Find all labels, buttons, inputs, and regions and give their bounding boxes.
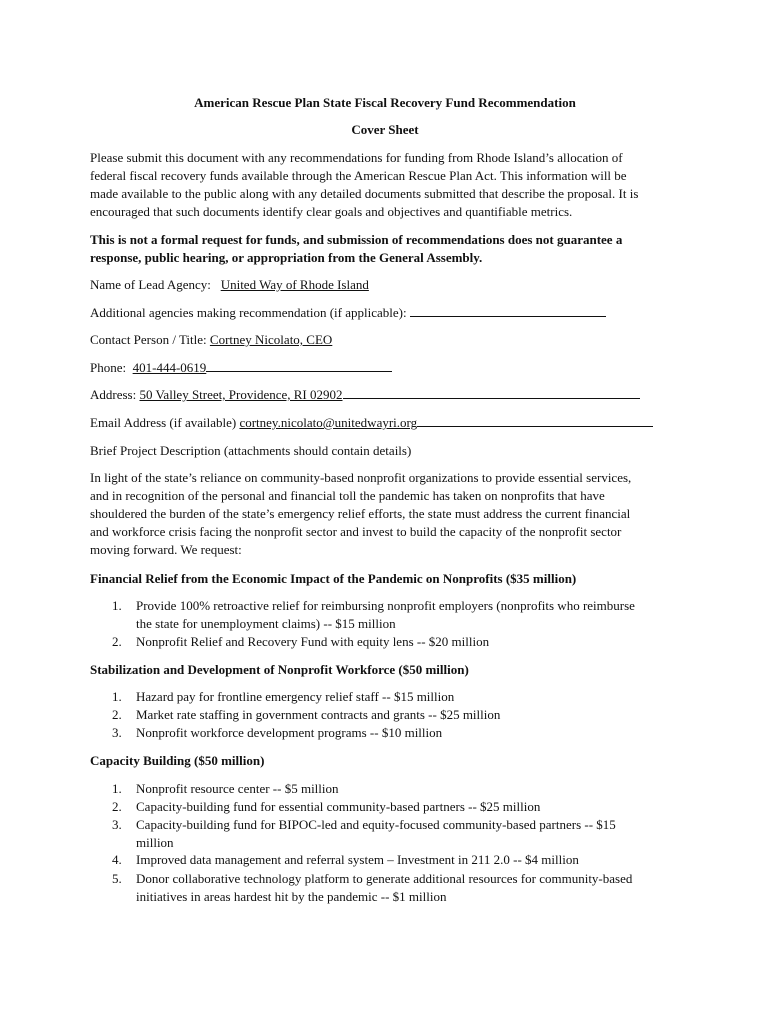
list-item-number: 2. (112, 634, 122, 649)
list-item-number: 3. (112, 725, 122, 740)
section-heading-capacity-building: Capacity Building ($50 million) (90, 753, 265, 768)
email-label: Email Address (if available) (90, 415, 237, 430)
list-item-number: 4. (112, 852, 122, 867)
document-title: American Rescue Plan State Fiscal Recovery Fund Recommendation (194, 95, 576, 110)
list-item-continued: initiatives in areas hardest hit by the pandemic -- $1 million (136, 889, 447, 904)
list-item: Market rate staffing in government contracts and grants -- $25 million (136, 707, 501, 722)
additional-agencies-row (90, 304, 606, 322)
email-field-line (417, 414, 653, 427)
disclaimer-line: response, public hearing, or appropriation from the General Assembly. (90, 250, 483, 265)
description-line: In light of the state’s reliance on community-based nonprofit organizations to provide essential services, (90, 470, 632, 485)
email-row (90, 414, 653, 432)
list-item: Improved data management and referral system – Investment in 211 2.0 -- $4 million (136, 852, 579, 867)
list-item-number: 2. (112, 707, 122, 722)
list-item: Nonprofit Relief and Recovery Fund with equity lens -- $20 million (136, 634, 490, 649)
list-item-number: 2. (112, 799, 122, 814)
list-item-continued: million (136, 835, 174, 850)
phone-field-line (206, 359, 392, 372)
phone-row (90, 359, 392, 377)
contact-value[interactable]: Cortney Nicolato, CEO (209, 332, 333, 347)
description-line: and in recognition of the personal and financial toll the pandemic has taken on nonprofits that have (90, 488, 605, 503)
intro-line: encouraged that such documents identify clear goals and objectives and quantifiable metrics. (90, 204, 573, 219)
list-item: Nonprofit workforce development programs -- $10 million (136, 725, 443, 740)
description-line: moving forward. We request: (90, 542, 242, 557)
address-value[interactable]: 50 Valley Street, Providence, RI 02902 (139, 387, 343, 402)
description-line: and workforce crisis facing the nonprofit sector and invest to build the capacity of the nonprofit sector (90, 524, 622, 539)
address-field-line (343, 386, 640, 399)
list-item: Donor collaborative technology platform to generate additional resources for community-based (136, 871, 633, 886)
intro-line: made available to the public along with any detailed documents submitted that describe the proposal. It is (90, 186, 639, 201)
lead-agency-value[interactable]: United Way of Rhode Island (220, 277, 369, 292)
description-line: shouldered the burden of the state’s emergency relief efforts, the state must address the current financial (90, 506, 631, 521)
intro-line: federal fiscal recovery funds available through the American Rescue Plan Act. This information will be (90, 168, 627, 183)
list-item: Provide 100% retroactive relief for reimbursing nonprofit employers (nonprofits who reimburse (136, 598, 635, 613)
section-heading-workforce: Stabilization and Development of Nonprofit Workforce ($50 million) (90, 662, 469, 677)
document-subtitle: Cover Sheet (351, 122, 419, 137)
additional-agencies-field[interactable] (410, 304, 606, 317)
brief-description-label: Brief Project Description (attachments should contain details) (90, 443, 412, 458)
address-row (90, 386, 640, 404)
list-item: Hazard pay for frontline emergency relief staff -- $15 million (136, 689, 455, 704)
intro-line: Please submit this document with any recommendations for funding from Rhode Island’s allocation of (90, 150, 623, 165)
email-value[interactable]: cortney.nicolato@unitedwayri.org (239, 415, 418, 430)
list-item-number: 1. (112, 689, 122, 704)
disclaimer-line: This is not a formal request for funds, and submission of recommendations does not guarantee a (90, 232, 623, 247)
list-item-continued: the state for unemployment claims) -- $15 million (136, 616, 396, 631)
list-item: Capacity-building fund for BIPOC-led and equity-focused community-based partners -- $15 (136, 817, 616, 832)
address-label: Address: (90, 387, 137, 402)
list-item-number: 1. (112, 598, 122, 613)
list-item-number: 3. (112, 817, 122, 832)
list-item-number: 5. (112, 871, 122, 886)
list-item-number: 1. (112, 781, 122, 796)
phone-label: Phone: (90, 360, 127, 375)
phone-value[interactable]: 401-444-0619 (132, 360, 207, 375)
lead-agency-row (90, 276, 369, 294)
list-item: Capacity-building fund for essential community-based partners -- $25 million (136, 799, 541, 814)
contact-row (90, 331, 332, 349)
list-item: Nonprofit resource center -- $5 million (136, 781, 339, 796)
lead-agency-label: Name of Lead Agency: (90, 277, 211, 292)
additional-agencies-label: Additional agencies making recommendation (if applicable): (90, 305, 407, 320)
section-heading-financial-relief: Financial Relief from the Economic Impact of the Pandemic on Nonprofits ($35 million) (90, 571, 577, 586)
contact-label: Contact Person / Title: (90, 332, 207, 347)
